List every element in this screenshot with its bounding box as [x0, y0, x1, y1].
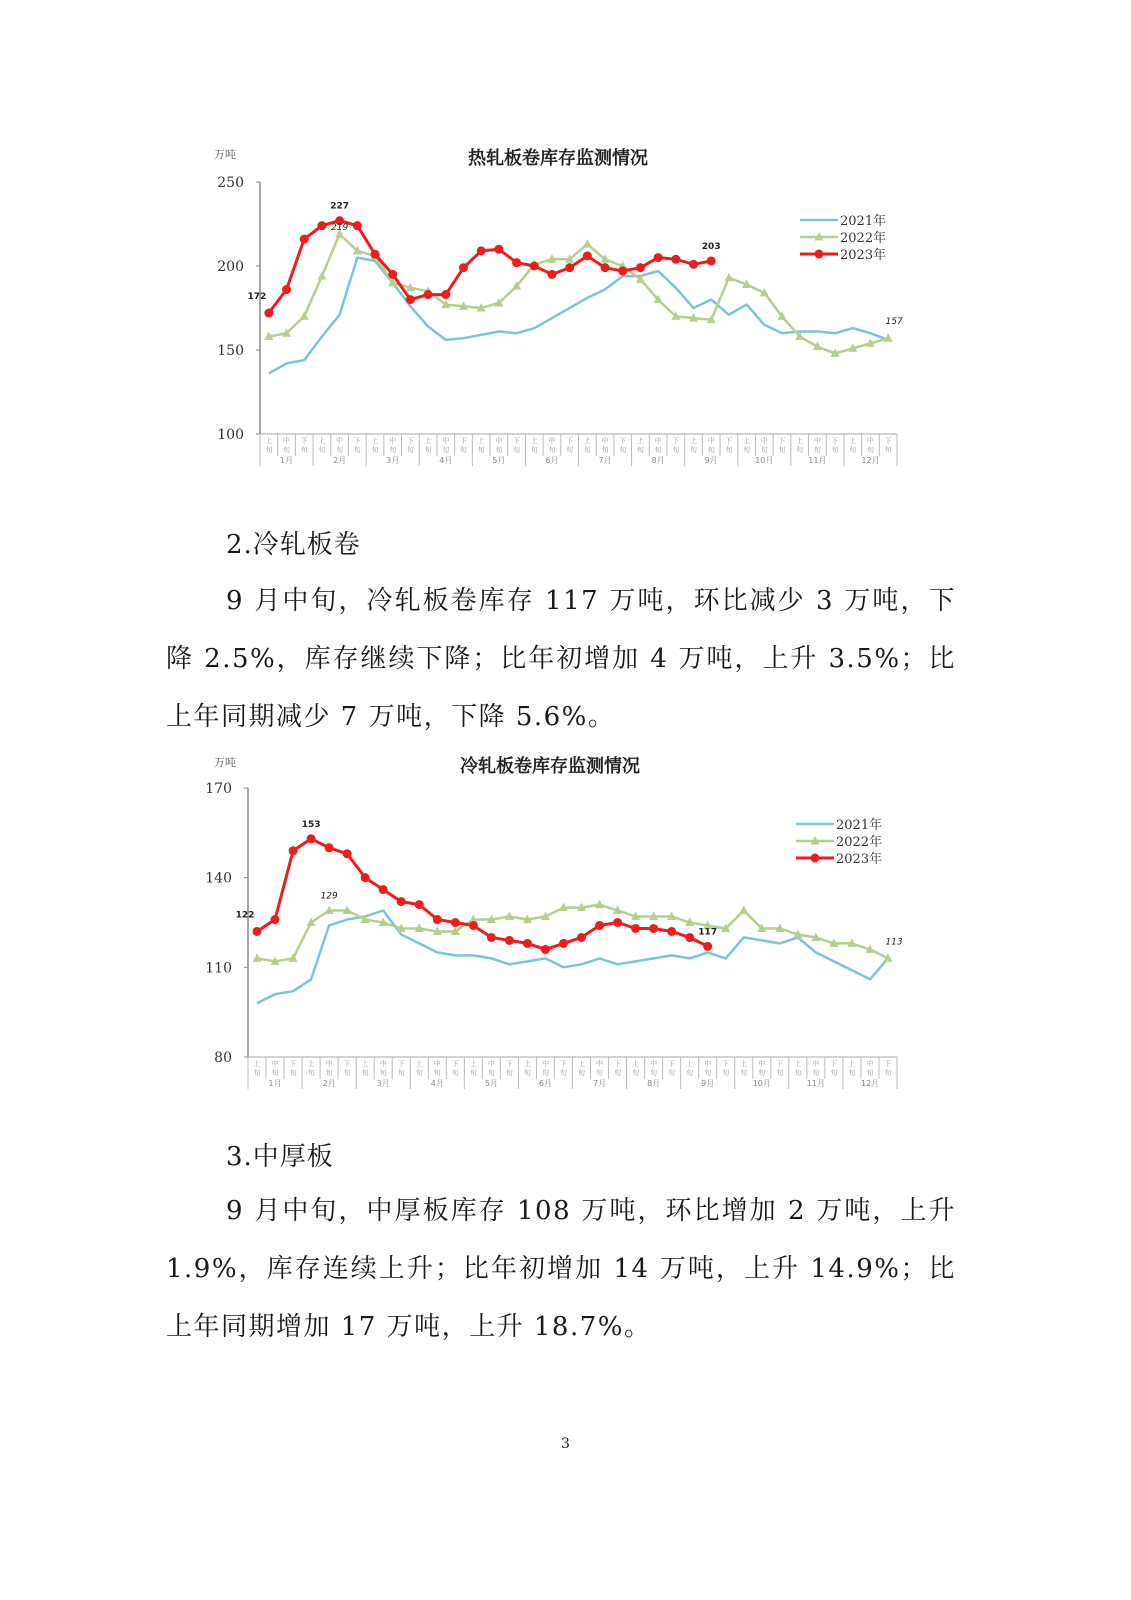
- data-point: [685, 933, 694, 942]
- data-point: [636, 263, 645, 272]
- svg-text:旬: 旬: [619, 446, 627, 454]
- x-sub-label: 下: [343, 1060, 351, 1068]
- data-point: [424, 290, 433, 299]
- svg-text:旬: 旬: [654, 446, 662, 454]
- x-sub-label: 下: [566, 437, 574, 445]
- paragraph-medium-plate-text: 9 月中旬，中厚板库存 108 万吨，环比增加 2 万吨，上升 1.9%，库存连续上升；比年初增加 14 万吨，上升 14.9%；比上年同期增加 17 万吨，上升 18.7%。: [166, 1196, 956, 1342]
- data-point: [631, 924, 640, 933]
- x-sub-label: 上: [796, 437, 804, 445]
- svg-text:2022年: 2022年: [836, 835, 883, 850]
- x-sub-label: 下: [778, 437, 786, 445]
- data-point: [559, 939, 568, 948]
- data-point: [523, 939, 532, 948]
- x-sub-label: 下: [619, 437, 627, 445]
- series-line-2021年: [269, 258, 888, 374]
- svg-text:旬: 旬: [812, 1069, 820, 1077]
- svg-text:旬: 旬: [794, 1069, 802, 1077]
- svg-text:旬: 旬: [325, 1069, 333, 1077]
- x-sub-label: 中: [495, 437, 503, 445]
- svg-text:旬: 旬: [379, 1069, 387, 1077]
- data-point: [577, 933, 586, 942]
- x-sub-label: 下: [397, 1060, 405, 1068]
- svg-text:旬: 旬: [541, 1069, 549, 1077]
- data-point: [451, 918, 460, 927]
- data-point: [671, 255, 680, 264]
- data-point: [253, 953, 262, 962]
- svg-text:旬: 旬: [796, 446, 804, 454]
- x-sub-label: 上: [632, 1060, 640, 1068]
- svg-text:旬: 旬: [830, 1069, 838, 1077]
- x-sub-label: 下: [300, 437, 308, 445]
- data-point: [487, 933, 496, 942]
- svg-text:旬: 旬: [271, 1069, 279, 1077]
- svg-text:旬: 旬: [632, 1069, 640, 1077]
- data-point: [583, 239, 592, 248]
- section-heading-cold-rolled: 2.冷轧板卷: [226, 530, 361, 560]
- legend-item-2021年: [796, 817, 882, 833]
- x-month-label: 12月: [861, 456, 880, 465]
- series-line-2022年: [257, 905, 888, 962]
- x-sub-label: 下: [406, 437, 414, 445]
- page-number: 3: [561, 1436, 570, 1452]
- svg-text:旬: 旬: [397, 1069, 405, 1077]
- x-sub-label: 上: [318, 437, 326, 445]
- x-sub-label: 上: [361, 1060, 369, 1068]
- paragraph-cold-rolled: [166, 572, 956, 746]
- paragraph-cold-rolled-text: 9 月中旬，冷轧板卷库存 117 万吨，环比减少 3 万吨，下降 2.5%，库存继续下降；比年初增加 4 万吨，上升 3.5%；比上年同期减少 7 万吨，下降 5.6%。: [166, 586, 956, 732]
- data-point: [459, 263, 468, 272]
- data-point: [530, 262, 539, 271]
- data-point: [300, 235, 309, 244]
- data-point: [379, 885, 388, 894]
- data-point: [317, 221, 326, 230]
- series-line-2022年: [269, 234, 888, 353]
- data-point: [541, 945, 550, 954]
- x-month-label: 2月: [333, 456, 347, 465]
- x-sub-label: 下: [353, 437, 361, 445]
- x-month-label: 10月: [752, 1079, 771, 1088]
- data-point: [371, 250, 380, 259]
- data-point: [397, 897, 406, 906]
- x-sub-label: 中: [704, 1060, 712, 1068]
- data-label: 117: [698, 927, 718, 938]
- data-label: 219: [331, 223, 349, 234]
- x-sub-label: 下: [505, 1060, 513, 1068]
- data-point: [613, 918, 622, 927]
- data-point: [282, 285, 291, 294]
- svg-text:旬: 旬: [343, 1069, 351, 1077]
- x-sub-label: 下: [672, 437, 680, 445]
- x-sub-label: 下: [776, 1060, 784, 1068]
- svg-text:旬: 旬: [336, 446, 344, 454]
- legend-item-2022年: [800, 230, 886, 246]
- svg-text:旬: 旬: [283, 446, 291, 454]
- svg-text:旬: 旬: [707, 446, 715, 454]
- data-point: [477, 246, 486, 255]
- x-sub-label: 中: [283, 437, 291, 445]
- y-tick-label: 140: [205, 870, 232, 887]
- data-point: [724, 273, 733, 282]
- x-sub-label: 下: [884, 1060, 892, 1068]
- data-label: 153: [301, 819, 321, 830]
- x-sub-label: 上: [253, 1060, 261, 1068]
- x-month-label: 11月: [808, 456, 827, 465]
- svg-text:旬: 旬: [406, 446, 414, 454]
- y-axis-unit: 万吨: [214, 756, 236, 769]
- svg-text:旬: 旬: [740, 1069, 748, 1077]
- svg-text:旬: 旬: [578, 1069, 586, 1077]
- data-point: [469, 921, 478, 930]
- svg-text:旬: 旬: [253, 1069, 261, 1077]
- svg-text:旬: 旬: [433, 1069, 441, 1077]
- x-month-label: 3月: [376, 1079, 390, 1088]
- x-month-label: 11月: [806, 1079, 825, 1088]
- x-sub-label: 下: [830, 1060, 838, 1068]
- svg-text:2021年: 2021年: [836, 818, 883, 833]
- x-sub-label: 中: [866, 1060, 874, 1068]
- data-point: [353, 221, 362, 230]
- data-point: [415, 900, 424, 909]
- x-sub-label: 中: [758, 1060, 766, 1068]
- svg-text:旬: 旬: [361, 1069, 369, 1077]
- svg-text:旬: 旬: [300, 446, 308, 454]
- data-point: [300, 311, 309, 320]
- y-tick-label: 150: [217, 343, 244, 359]
- svg-text:旬: 旬: [758, 1069, 766, 1077]
- x-month-label: 1月: [279, 456, 294, 465]
- x-sub-label: 下: [614, 1060, 622, 1068]
- x-sub-label: 上: [415, 1060, 423, 1068]
- x-month-label: 9月: [701, 1079, 715, 1088]
- svg-text:旬: 旬: [849, 446, 857, 454]
- svg-text:旬: 旬: [743, 446, 751, 454]
- x-sub-label: 上: [849, 437, 857, 445]
- x-sub-label: 上: [690, 437, 698, 445]
- svg-text:旬: 旬: [601, 446, 609, 454]
- svg-text:2023年: 2023年: [836, 852, 883, 867]
- x-sub-label: 上: [848, 1060, 856, 1068]
- x-month-label: 1月: [268, 1079, 282, 1088]
- x-sub-label: 上: [636, 437, 644, 445]
- svg-text:旬: 旬: [415, 1069, 423, 1077]
- y-tick-label: 110: [205, 960, 232, 977]
- svg-text:旬: 旬: [831, 446, 839, 454]
- x-month-label: 6月: [545, 456, 559, 465]
- data-point: [505, 936, 514, 945]
- x-sub-label: 下: [668, 1060, 676, 1068]
- x-sub-label: 中: [433, 1060, 441, 1068]
- x-sub-label: 上: [523, 1060, 531, 1068]
- svg-text:旬: 旬: [530, 446, 538, 454]
- svg-text:旬: 旬: [614, 1069, 622, 1077]
- svg-text:旬: 旬: [596, 1069, 604, 1077]
- x-sub-label: 下: [884, 437, 892, 445]
- data-point: [433, 915, 442, 924]
- data-point: [707, 256, 716, 265]
- x-sub-label: 下: [451, 1060, 459, 1068]
- svg-text:2021年: 2021年: [840, 214, 887, 229]
- x-month-label: 5月: [484, 1079, 498, 1088]
- data-label: 122: [235, 910, 255, 921]
- svg-text:旬: 旬: [760, 446, 768, 454]
- data-point: [253, 927, 262, 936]
- svg-text:旬: 旬: [505, 1069, 513, 1077]
- x-month-label: 8月: [651, 456, 665, 465]
- x-sub-label: 下: [722, 1060, 730, 1068]
- hot-rolled-chart: [200, 140, 920, 470]
- svg-text:2023年: 2023年: [840, 248, 887, 263]
- x-sub-label: 下: [513, 437, 521, 445]
- x-sub-label: 上: [530, 437, 538, 445]
- legend-item-2023年: [796, 851, 882, 867]
- data-point: [441, 290, 450, 299]
- x-sub-label: 上: [307, 1060, 315, 1068]
- x-sub-label: 中: [813, 437, 821, 445]
- svg-text:旬: 旬: [690, 446, 698, 454]
- svg-text:旬: 旬: [668, 1069, 676, 1077]
- data-point: [618, 267, 627, 276]
- svg-text:旬: 旬: [307, 1069, 315, 1077]
- svg-text:旬: 旬: [371, 446, 379, 454]
- x-sub-label: 上: [686, 1060, 694, 1068]
- x-sub-label: 中: [487, 1060, 495, 1068]
- x-sub-label: 上: [740, 1060, 748, 1068]
- chart-title: 热轧板卷库存监测情况: [468, 148, 648, 169]
- data-point: [406, 295, 415, 304]
- x-sub-label: 中: [541, 1060, 549, 1068]
- x-sub-label: 中: [336, 437, 344, 445]
- svg-text:旬: 旬: [477, 446, 485, 454]
- series-line-2021年: [257, 911, 888, 1004]
- data-point: [343, 849, 352, 858]
- svg-text:2022年: 2022年: [840, 231, 887, 246]
- data-point: [325, 843, 334, 852]
- svg-text:旬: 旬: [672, 446, 680, 454]
- x-month-label: 4月: [430, 1079, 444, 1088]
- x-month-label: 2月: [322, 1079, 336, 1088]
- data-point: [494, 245, 503, 254]
- svg-text:旬: 旬: [725, 446, 733, 454]
- x-sub-label: 下: [831, 437, 839, 445]
- x-sub-label: 下: [459, 437, 467, 445]
- x-sub-label: 上: [583, 437, 591, 445]
- data-point: [264, 309, 273, 318]
- data-point: [547, 270, 556, 279]
- x-sub-label: 中: [442, 437, 450, 445]
- svg-text:旬: 旬: [866, 1069, 874, 1077]
- y-axis-unit: 万吨: [214, 148, 236, 161]
- x-sub-label: 中: [271, 1060, 279, 1068]
- svg-text:旬: 旬: [451, 1069, 459, 1077]
- data-point: [595, 900, 604, 909]
- x-sub-label: 下: [559, 1060, 567, 1068]
- svg-text:旬: 旬: [704, 1069, 712, 1077]
- svg-text:旬: 旬: [487, 1069, 495, 1077]
- svg-text:旬: 旬: [469, 1069, 477, 1077]
- x-sub-label: 中: [760, 437, 768, 445]
- x-month-label: 3月: [386, 456, 400, 465]
- x-month-label: 12月: [860, 1079, 880, 1088]
- x-sub-label: 中: [548, 437, 556, 445]
- x-sub-label: 上: [477, 437, 485, 445]
- data-point: [601, 263, 610, 272]
- x-sub-label: 中: [601, 437, 609, 445]
- svg-text:旬: 旬: [776, 1069, 784, 1077]
- y-tick-label: 250: [217, 175, 244, 191]
- svg-text:旬: 旬: [686, 1069, 694, 1077]
- legend-item-2022年: [796, 834, 882, 850]
- y-tick-label: 100: [217, 427, 244, 443]
- data-point: [565, 263, 574, 272]
- x-month-label: 7月: [598, 456, 612, 465]
- data-point: [667, 927, 676, 936]
- svg-text:旬: 旬: [389, 446, 397, 454]
- y-tick-label: 80: [214, 1050, 232, 1066]
- x-month-label: 5月: [492, 456, 506, 465]
- svg-text:旬: 旬: [424, 446, 432, 454]
- x-sub-label: 中: [596, 1060, 604, 1068]
- data-point: [595, 921, 604, 930]
- x-sub-label: 上: [743, 437, 751, 445]
- data-point: [649, 924, 658, 933]
- x-month-label: 4月: [439, 456, 453, 465]
- section-heading-medium-plate: 3.中厚板: [226, 1142, 334, 1172]
- x-sub-label: 中: [650, 1060, 658, 1068]
- x-sub-label: 上: [424, 437, 432, 445]
- svg-text:旬: 旬: [289, 1069, 297, 1077]
- svg-text:旬: 旬: [559, 1069, 567, 1077]
- data-point: [361, 873, 370, 882]
- svg-text:旬: 旬: [513, 446, 521, 454]
- x-sub-label: 上: [265, 437, 273, 445]
- svg-text:旬: 旬: [459, 446, 467, 454]
- data-point: [289, 846, 298, 855]
- x-sub-label: 中: [707, 437, 715, 445]
- x-month-label: 8月: [647, 1079, 661, 1088]
- svg-text:旬: 旬: [636, 446, 644, 454]
- svg-text:旬: 旬: [778, 446, 786, 454]
- svg-text:旬: 旬: [583, 446, 591, 454]
- x-month-label: 7月: [592, 1079, 607, 1088]
- svg-text:旬: 旬: [566, 446, 574, 454]
- data-point: [271, 915, 280, 924]
- legend-item-2021年: [800, 213, 886, 229]
- svg-text:旬: 旬: [884, 446, 892, 454]
- svg-text:旬: 旬: [848, 1069, 856, 1077]
- x-sub-label: 下: [289, 1060, 297, 1068]
- svg-text:旬: 旬: [813, 446, 821, 454]
- data-label: 157: [885, 317, 903, 328]
- svg-text:旬: 旬: [523, 1069, 531, 1077]
- x-sub-label: 中: [812, 1060, 820, 1068]
- svg-text:旬: 旬: [318, 446, 326, 454]
- x-sub-label: 上: [578, 1060, 586, 1068]
- data-label: 203: [701, 241, 721, 252]
- x-month-label: 6月: [538, 1079, 553, 1088]
- data-point: [739, 906, 748, 915]
- data-label: 172: [247, 292, 267, 303]
- svg-text:旬: 旬: [265, 446, 273, 454]
- svg-text:旬: 旬: [866, 446, 874, 454]
- x-sub-label: 中: [866, 437, 874, 445]
- x-sub-label: 中: [654, 437, 662, 445]
- svg-text:旬: 旬: [353, 446, 361, 454]
- x-sub-label: 中: [325, 1060, 333, 1068]
- data-point: [654, 253, 663, 262]
- x-month-label: 9月: [704, 456, 718, 465]
- y-tick-label: 200: [217, 259, 244, 275]
- x-sub-label: 中: [389, 437, 397, 445]
- data-label: 129: [320, 891, 338, 902]
- data-label: 113: [885, 937, 903, 948]
- cold-rolled-chart: [200, 748, 920, 1096]
- x-sub-label: 中: [379, 1060, 387, 1068]
- data-point: [388, 270, 397, 279]
- data-point: [512, 258, 521, 267]
- svg-text:旬: 旬: [495, 446, 503, 454]
- paragraph-medium-plate: [166, 1182, 956, 1356]
- x-sub-label: 上: [794, 1060, 802, 1068]
- svg-text:旬: 旬: [650, 1069, 658, 1077]
- chart-title: 冷轧板卷库存监测情况: [460, 756, 640, 777]
- svg-text:旬: 旬: [722, 1069, 730, 1077]
- y-tick-label: 170: [205, 781, 232, 797]
- svg-text:旬: 旬: [884, 1069, 892, 1077]
- svg-text:旬: 旬: [442, 446, 450, 454]
- x-sub-label: 上: [469, 1060, 477, 1068]
- x-sub-label: 下: [725, 437, 733, 445]
- svg-text:旬: 旬: [548, 446, 556, 454]
- legend-item-2023年: [800, 247, 886, 263]
- x-sub-label: 上: [371, 437, 379, 445]
- data-point: [307, 834, 316, 843]
- data-point: [317, 271, 326, 280]
- data-point: [703, 942, 712, 951]
- data-label: 227: [330, 201, 350, 212]
- x-month-label: 10月: [755, 456, 774, 465]
- data-point: [689, 260, 698, 269]
- data-point: [583, 251, 592, 260]
